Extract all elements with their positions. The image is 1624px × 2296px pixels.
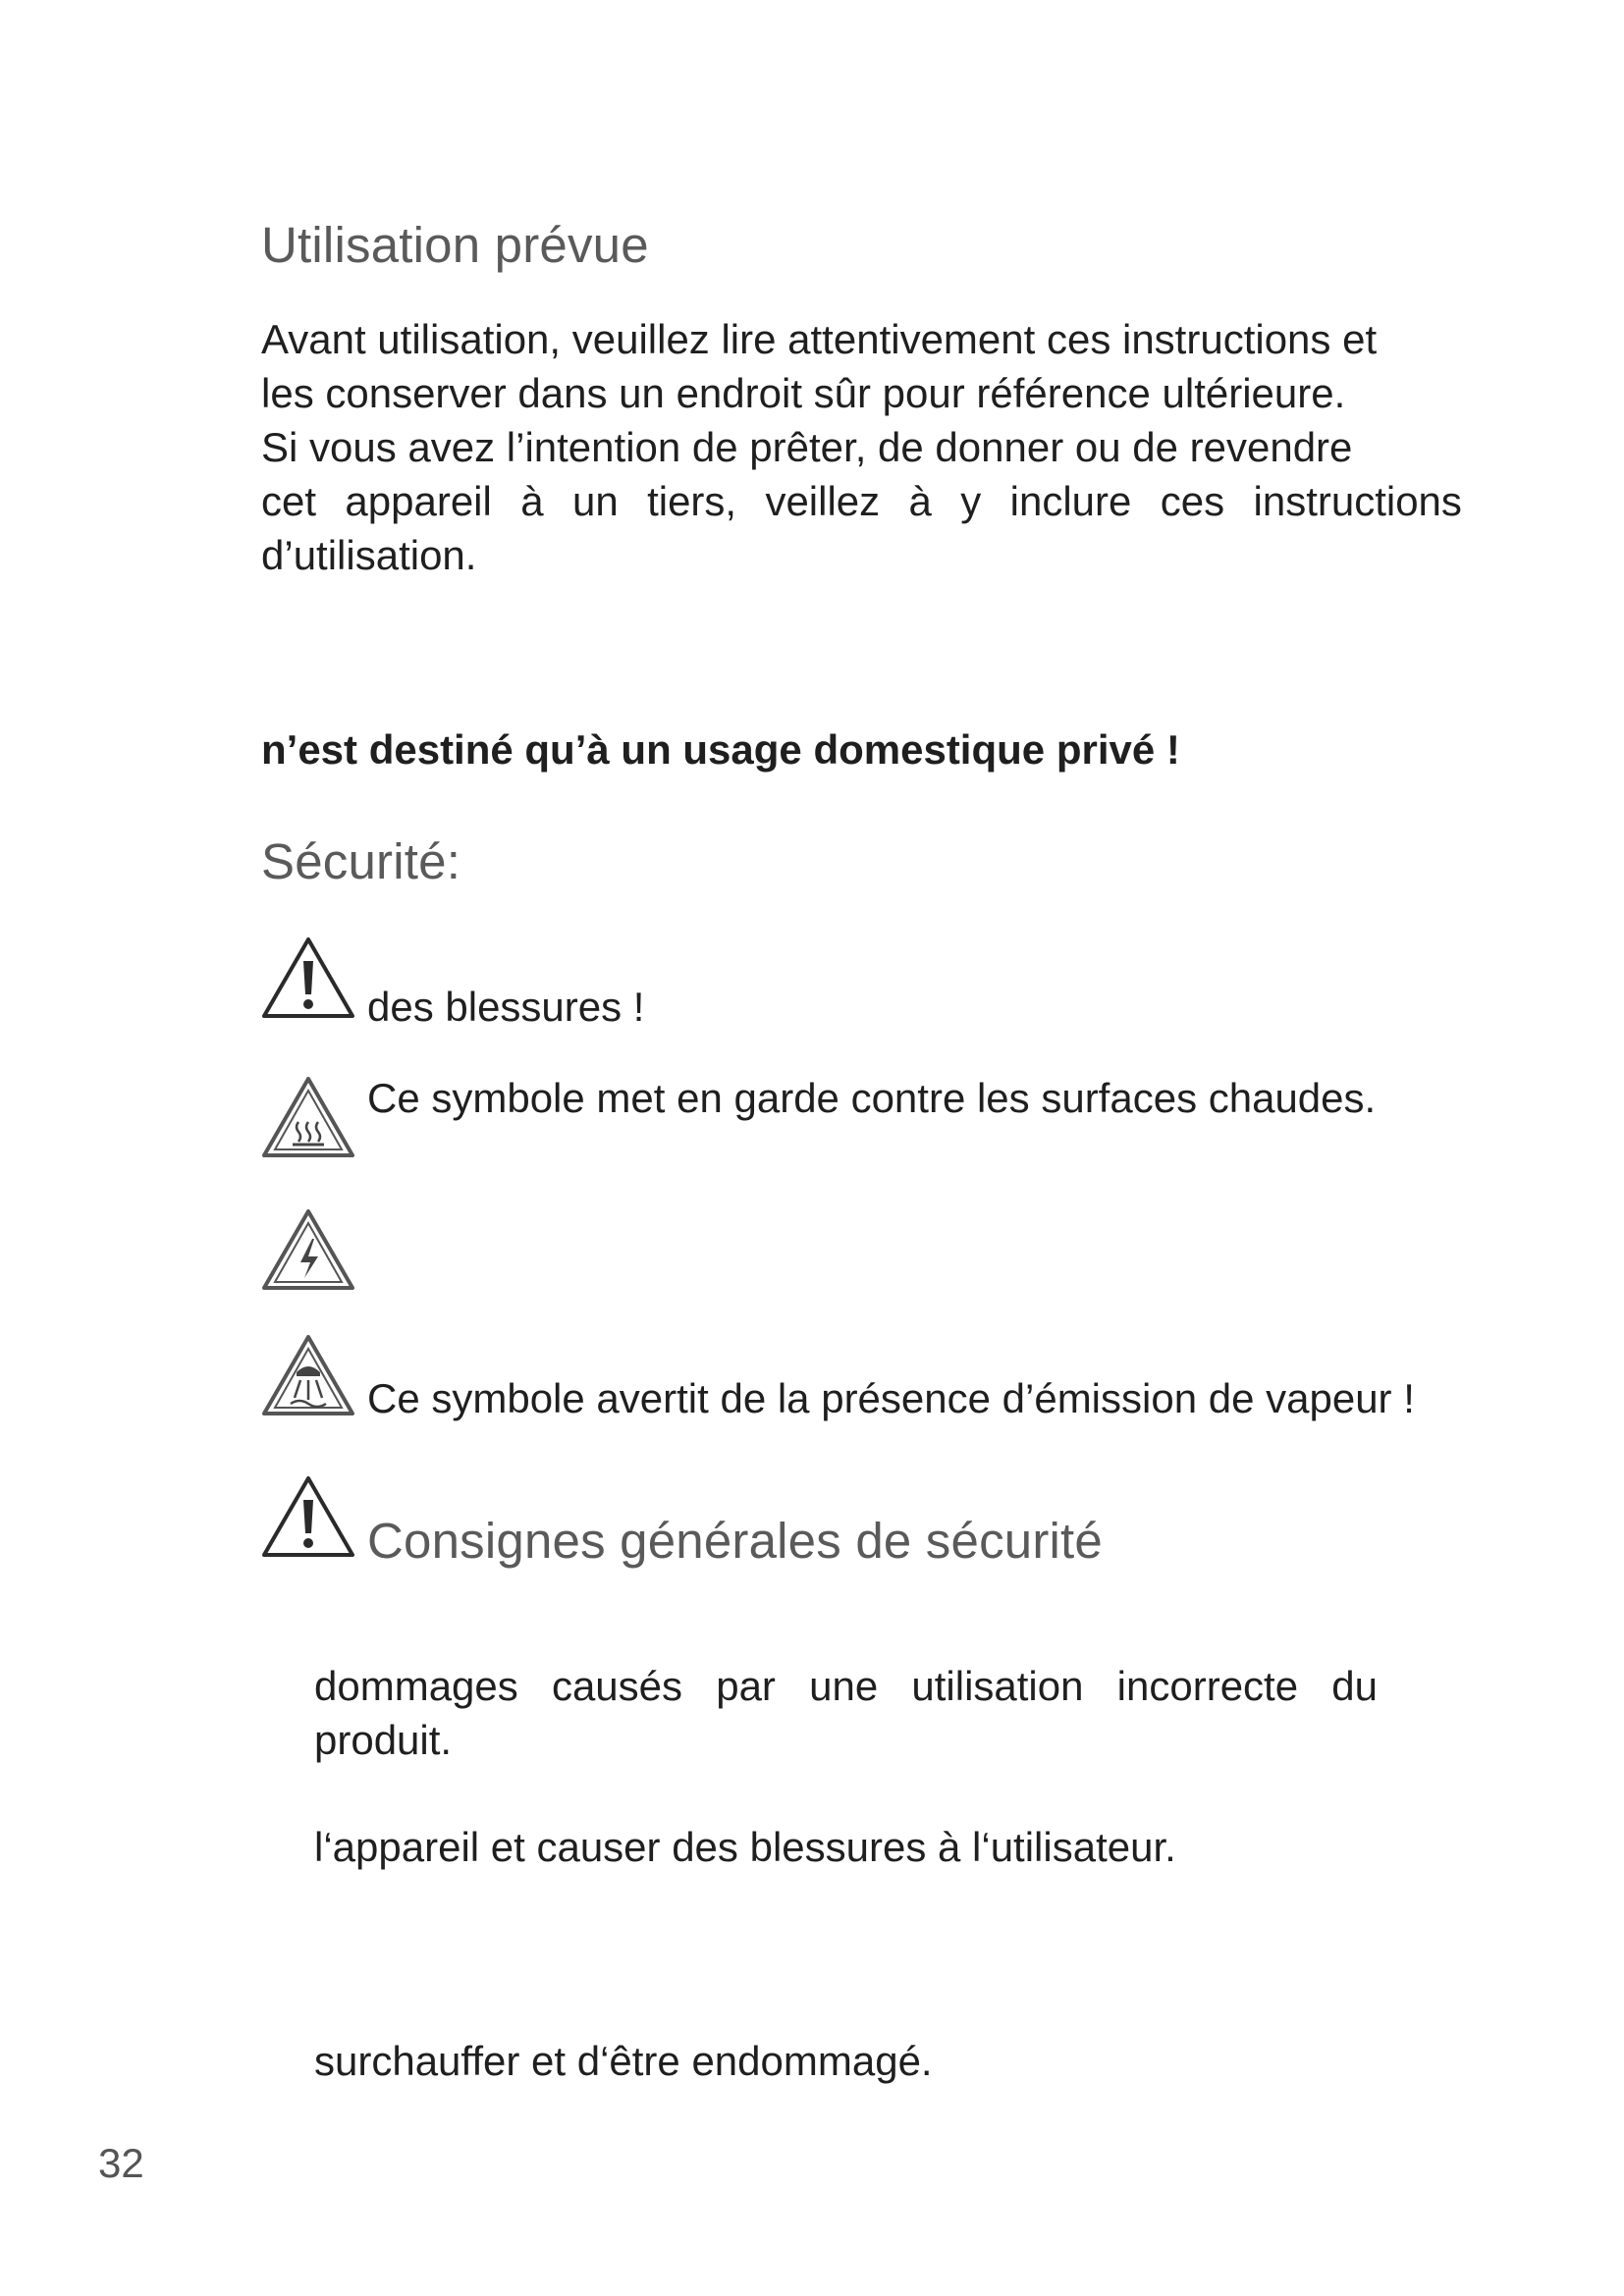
exclamation-warning-icon: [261, 1474, 355, 1559]
hot-surface-warning-icon: [261, 1075, 355, 1159]
paragraph-line: produit.: [314, 1717, 453, 1763]
safety-heading: Sécurité:: [261, 833, 461, 889]
word: veillez: [765, 478, 881, 524]
word: à: [908, 478, 932, 524]
word: y: [960, 478, 982, 524]
general-safety-item-3: surchauffer et d‘être endommagé.: [314, 2038, 933, 2084]
electric-warning-icon: [261, 1207, 355, 1292]
word: cet: [261, 478, 317, 524]
general-safety-item-2: l‘appareil et causer des blessures à l‘utilisateur.: [314, 1824, 1176, 1870]
paragraph-line: Avant utilisation, veuillez lire attentivement ces instructions et: [261, 316, 1378, 362]
warning-text-hot-surface: Ce symbole met en garde contre les surfaces chaudes.: [367, 1075, 1377, 1121]
word: inclure: [1009, 478, 1132, 524]
warning-text-injury: des blessures !: [367, 984, 645, 1030]
paragraph-line: les conserver dans un endroit sûr pour référence ultérieure.: [261, 370, 1346, 416]
page-number: 32: [98, 2140, 144, 2186]
warning-text-steam: Ce symbole avertit de la présence d’émission de vapeur !: [367, 1375, 1415, 1421]
word: à: [520, 478, 544, 524]
exclamation-warning-icon: [261, 935, 355, 1020]
general-safety-item-1: [314, 1659, 1384, 1767]
paragraph-line: Si vous avez l’intention de prêter, de donner ou de revendre: [261, 424, 1353, 470]
paragraph-line-justified: [314, 1659, 1378, 1713]
general-safety-heading: Consignes générales de sécurité: [367, 1513, 1103, 1569]
word: un: [571, 478, 619, 524]
word: par: [716, 1663, 776, 1709]
paragraph-line-justified: [261, 474, 1462, 528]
steam-warning-icon: [261, 1333, 355, 1417]
word: causés: [551, 1663, 683, 1709]
word: tiers,: [647, 478, 737, 524]
paragraph-line: d’utilisation.: [261, 532, 477, 578]
intended-use-heading: Utilisation prévue: [261, 217, 649, 273]
word: dommages: [314, 1663, 518, 1709]
word: ces: [1160, 478, 1225, 524]
word: appareil: [345, 478, 492, 524]
word: du: [1331, 1663, 1378, 1709]
word: utilisation: [911, 1663, 1084, 1709]
domestic-use-note: n’est destiné qu’à un usage domestique privé !: [261, 726, 1180, 773]
intended-use-paragraph: [261, 312, 1479, 582]
word: une: [809, 1663, 879, 1709]
word: instructions: [1253, 478, 1462, 524]
word: incorrecte: [1116, 1663, 1299, 1709]
